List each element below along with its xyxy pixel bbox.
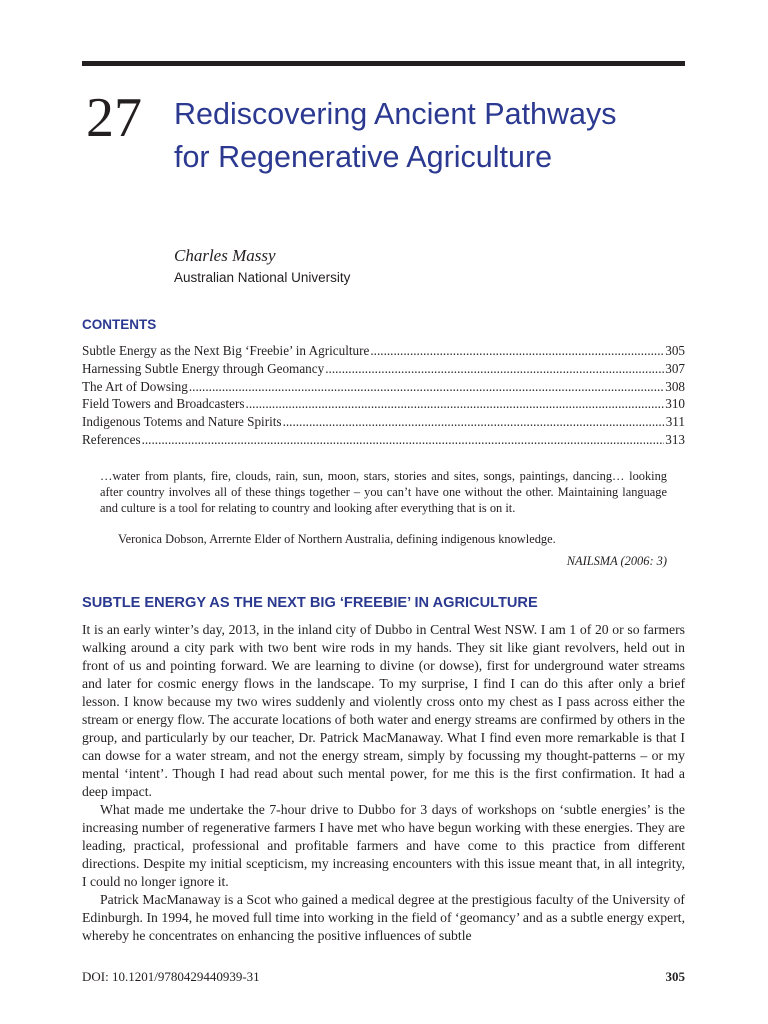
toc-entry-page: 310 (665, 396, 685, 412)
epigraph-quote: …water from plants, fire, clouds, rain, sun, moon, stars, stories and sites, songs, paintings, dancing… looking after country involves all of these things together – you can’t have one without the other. Maintaining language and culture is a tool for relating to country and looking after everything that is on it. (100, 469, 667, 515)
section-body (82, 621, 685, 945)
toc-entry-page: 308 (665, 378, 685, 394)
toc-entry[interactable] (82, 360, 685, 378)
toc-entry-title: Harnessing Subtle Energy through Geomancy (82, 360, 325, 376)
section-heading: SUBTLE ENERGY AS THE NEXT BIG ‘FREEBIE’ IN AGRICULTURE (82, 595, 538, 611)
body-paragraph: It is an early winter’s day, 2013, in the inland city of Dubbo in Central West NSW. I am 1 of 20 or so farmers walking around a city park with two bent wire rods in my hands. They sit like giant revolvers, held out in front of us and pointing forward. We are learning to divine (or dowse), first for underground water streams and later for cosmic energy flows in the landscape. To my surprise, I find I can do this after only a brief lesson. I know because my two wires suddenly and violently cross onto my chest as I pass across either the stream or energy flow. The accurate locations of both water and energy streams are confirmed by others in the group, and particularly by our teacher, Dr. Patrick MacManaway. What I find even more remarkable is that I can dowse for a water stream, and not the energy stream, simply by focussing my thought-patterns – or my mental ‘intent’. Though I had read about such mental power, for me this is the first confirmation. It had a deep impact. (82, 622, 685, 799)
table-of-contents (82, 342, 685, 449)
chapter-title: Rediscovering Ancient Pathways for Regenerative Agriculture (174, 97, 617, 174)
toc-entry-title: Indigenous Totems and Nature Spirits (82, 414, 282, 430)
page-number: 305 (665, 969, 685, 984)
toc-entry[interactable] (82, 395, 685, 413)
chapter-number: 27 (86, 87, 142, 149)
epigraph-source: Veronica Dobson, Arrernte Elder of Northern Australia, defining indigenous knowledge. (118, 532, 556, 546)
toc-entry-page: 313 (665, 431, 685, 447)
toc-leader (142, 431, 665, 449)
author-affiliation: Australian National University (174, 270, 351, 285)
toc-leader (246, 395, 665, 413)
toc-entry[interactable] (82, 342, 685, 360)
body-paragraph: What made me undertake the 7-hour drive to Dubbo for 3 days of workshops on ‘subtle energies’ is the increasing number of regenerative farmers I have met who have begun working with these energies. They are leading, practical, professional and profitable farmers and have come to this practice from different directions. Despite my initial scepticism, my increasing encounters with this issue meant that, in all integrity, I could no longer ignore it. (82, 802, 685, 889)
toc-entry-page: 305 (665, 343, 685, 358)
toc-entry-title: Subtle Energy as the Next Big ‘Freebie’ in Agriculture (82, 343, 370, 358)
body-paragraph: Patrick MacManaway is a Scot who gained a medical degree at the prestigious faculty of the University of Edinburgh. In 1994, he moved full time into working in the field of ‘geomancy’ and as a subtle energy expert, whereby he concentrates on enhancing the positive influences of subtle (82, 892, 685, 943)
toc-leader (325, 360, 664, 378)
contents-heading: CONTENTS (82, 317, 157, 332)
toc-entry[interactable] (82, 431, 685, 449)
toc-entry-page: 307 (665, 360, 685, 376)
toc-leader (370, 342, 664, 360)
author-name: Charles Massy (174, 246, 276, 265)
toc-leader (189, 378, 664, 396)
toc-entry-title: Field Towers and Broadcasters (82, 396, 245, 412)
top-rule (82, 61, 685, 66)
epigraph-citation: NAILSMA (2006: 3) (566, 554, 667, 568)
toc-entry[interactable] (82, 413, 685, 431)
toc-entry-title: The Art of Dowsing (82, 378, 188, 394)
toc-entry[interactable] (82, 378, 685, 396)
toc-leader (283, 413, 665, 431)
doi-footer: DOI: 10.1201/9780429440939-31 (82, 969, 260, 984)
toc-entry-page: 311 (665, 414, 685, 430)
toc-entry-title: References (82, 431, 141, 447)
